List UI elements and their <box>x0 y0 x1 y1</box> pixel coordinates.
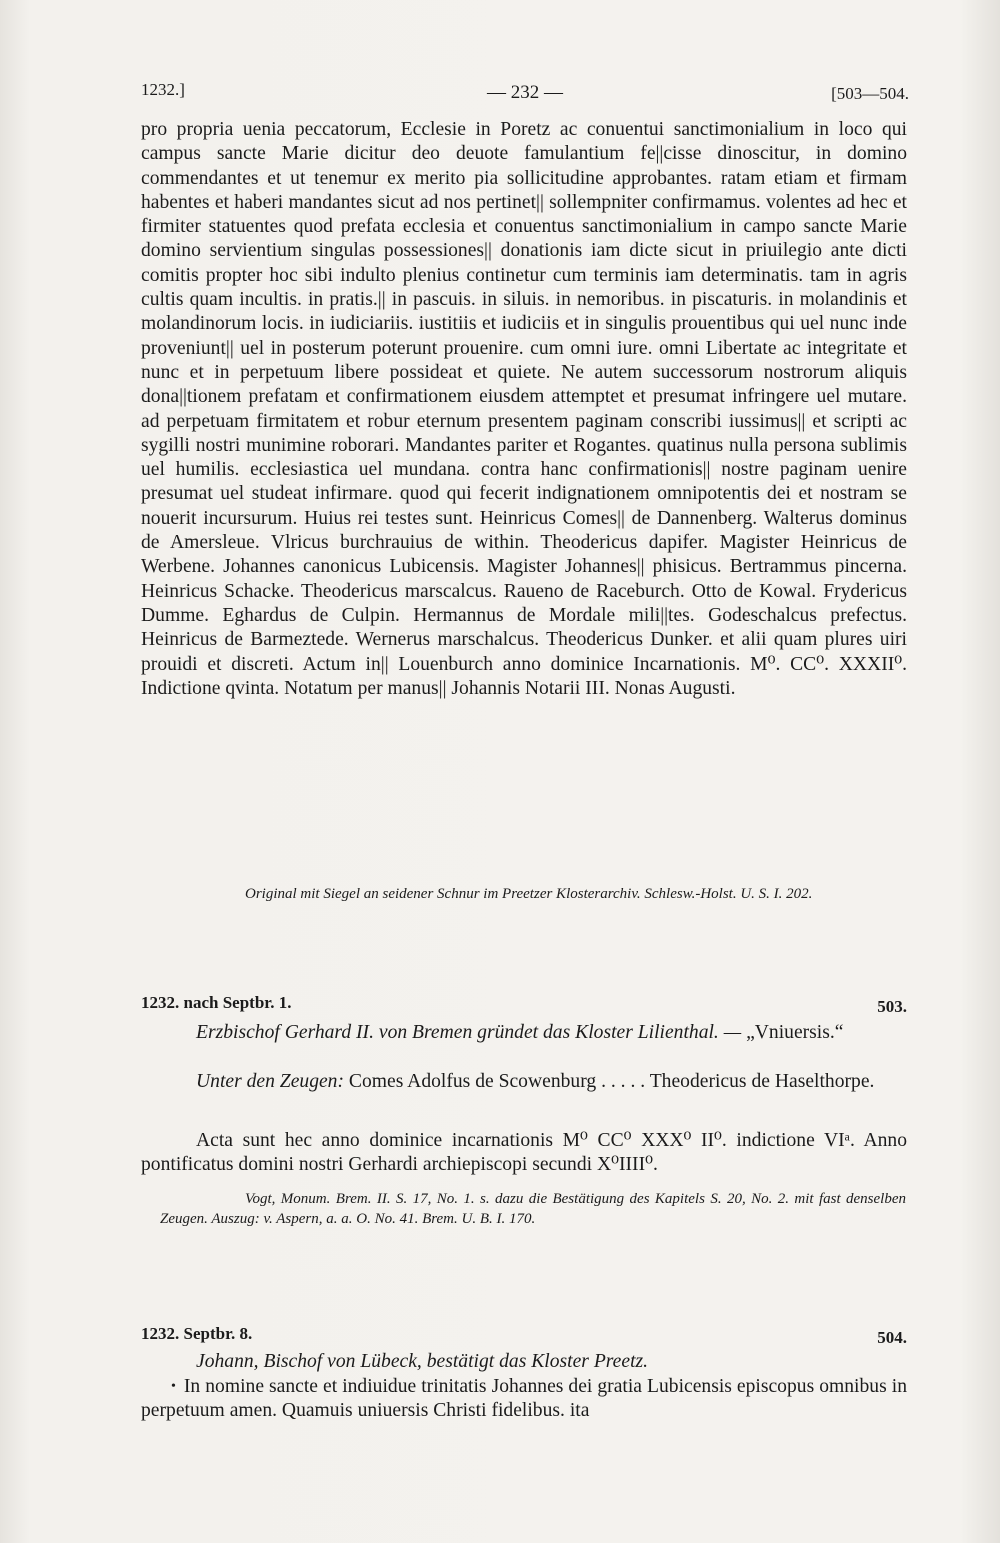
header-year: 1232.] <box>141 80 185 99</box>
regest-503: Erzbischof Gerhard II. von Bremen gründet das Kloster Lilienthal. — <box>196 1022 742 1043</box>
entry-number-504: 504. <box>877 1328 907 1347</box>
page-number: — 232 — <box>487 82 563 103</box>
entry-number-503: 503. <box>877 997 907 1016</box>
source-note-503: Vogt, Monum. Brem. II. S. 17, No. 1. s. dazu die Bestätigung des Kapitels S. 20, No. 2. mit fast denselben Zeugen. Auszug: v. Aspern, a. a. O. No. 41. Brem. U. B. I. 170. <box>160 1191 906 1227</box>
entry-heading-504 <box>141 1324 907 1348</box>
opening-text-504: In nomine sancte et indiuidue trinitatis Johannes dei gratia Lubicensis episcopus omnibus in perpetuum amen. Quamuis uniuersis Christi fidelibus. ita <box>141 1376 907 1422</box>
charter-opening-504 <box>141 1375 907 1424</box>
incipit-503: „Vniuersis.“ <box>746 1022 844 1043</box>
witness-list-503 <box>141 1070 907 1094</box>
entry-summary-504: Johann, Bischof von Lübeck, bestätigt das Kloster Preetz. <box>196 1351 649 1372</box>
entry-summary-503 <box>141 1021 907 1045</box>
witness-label-503: Unter den Zeugen: <box>196 1071 345 1092</box>
page-header <box>141 78 909 108</box>
entry-heading-503 <box>141 993 907 1017</box>
entry-date-504: 1232. Septbr. 8. <box>141 1324 253 1343</box>
bullet-mark: • <box>171 1379 176 1394</box>
charter-paragraph: pro propria uenia peccatorum, Ecclesie in Poretz ac conuentui sanctimonialium in loco qui campus sancte Marie dicitur deo deuote famulantium fe||cisse dinoscitur, in domino commendantes et ut tenemur ex merito pia sollicitudine approbantes. ratam etiam et firmam habentes et haberi mandantes sicut ad nos pertinet|| sollempniter confirmamus. volentes ad hec et firmiter statuentes quod prefata ecclesia et conuentus sanctimonialium in campo sancte Marie domino servientium singulas possessiones|| donationis iam dicte sicut in priuilegio ante dicti comitis propter hoc sibi indulto plenius continetur cum terminis iam determinatis. tam in agris cultis quam incultis. in pratis.|| in pascuis. in siluis. in nemoribus. in piscaturis. in molandinis et molandinorum locis. in iudiciariis. iustitiis et iudiciis et in singulis prouentibus qui uel nunc inde proveniunt|| uel in posterum poterunt prouenire. cum omni iure. omni Libertate ac integritate et nunc et in perpetuum libere possideat et quiete. Ne autem successorum nostrorum aliquis dona||tionem prefatam et confirmationem eiusdem attemptet et presumat infringere uel mutare. ad perpetuam firmitatem et robur eternum presentem paginam conscribi iussimus|| et scripti ac sygilli nostri munimine roborari. Mandantes pariter et Rogantes. quatinus nulla persona sublimis uel humilis. ecclesiastica uel mundana. contra hanc confirmationis|| nostre paginam uenire presumat uel studeat infirmare. quod qui fecerit indignationem omnipotentis dei et nostram se nouerit incursurum. Huius rei testes sunt. Heinricus Comes|| de Dannenberg. Walterus dominus de Amersleue. Vlricus burchrauius de within. Theodericus dapifer. Magister Heinricus de Werbene. Johannes canonicus Lubicensis. Magister Johannes|| phisicus. Bertrammus pincerna. Heinricus Schacke. Theodericus marscalcus. Raueno de Raceburch. Otto de Kowal. Frydericus Dumme. Eghardus de Culpin. Hermannus de Mordale mili||tes. Godeschalcus prefectus. Heinricus de Barmeztede. Wernerus marschalcus. Theodericus Dunker. et alii quam plures uiri prouidi et discreti. Actum in|| Louenburch anno dominice Incarnationis. M⁰. CC⁰. XXXII⁰. Indictione qvinta. Notatum per manus|| Johannis Notarii III. Nonas Augusti. <box>141 119 907 699</box>
entry-date-503: 1232. nach Septbr. 1. <box>141 993 292 1012</box>
header-document-range: [503—504. <box>831 84 909 103</box>
witness-text-503: Comes Adolfus de Scowenburg . . . . . Theodericus de Haselthorpe. <box>348 1071 875 1092</box>
source-note-502: Original mit Siegel an seidener Schnur im Preetzer Klosterarchiv. Schlesw.-Holst. U. S. I. 202. <box>245 886 813 902</box>
acta-503: Acta sunt hec anno dominice incarnationis M⁰ CC⁰ XXX⁰ II⁰. indictione VIᵃ. Anno pontificatus domini nostri Gerhardi archiepiscopi secundi X⁰IIII⁰. <box>141 1130 907 1176</box>
charter-text <box>141 118 907 701</box>
